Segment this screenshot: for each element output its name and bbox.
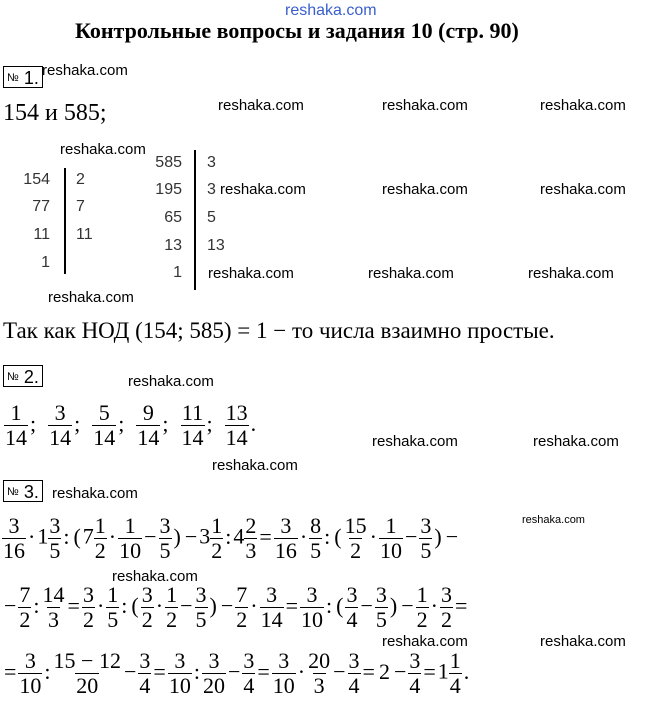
watermark: reshaka.com	[112, 568, 198, 585]
watermark: reshaka.com	[382, 97, 468, 114]
math-symbol: :	[63, 523, 70, 549]
fraction: $\frac{3}{4}$	[409, 648, 421, 698]
fraction: $\frac{3}{10}$	[19, 648, 42, 698]
fraction: $\frac{3}{2}$	[141, 582, 153, 632]
watermark: reshaka.com	[42, 62, 128, 79]
right-factor: 5	[207, 209, 216, 226]
math-symbol: ·	[250, 592, 258, 618]
math-symbol: .	[463, 658, 470, 684]
fraction: $\frac{3}{5}$	[195, 582, 207, 632]
watermark: reshaka.com	[372, 433, 458, 450]
watermark: reshaka.com	[533, 433, 619, 450]
math-symbol: )	[173, 523, 181, 549]
math-symbol: :	[44, 658, 51, 684]
watermark: reshaka.com	[48, 289, 134, 306]
math-symbol: 1	[37, 523, 49, 549]
left-number: 77	[32, 198, 50, 215]
fraction: $\frac{15 - 12}{20}$	[53, 648, 121, 698]
watermark: reshaka.com	[540, 97, 626, 114]
math-symbol: (	[336, 592, 344, 618]
watermark: reshaka.com	[220, 181, 306, 198]
math-symbol: ·	[96, 592, 105, 618]
math-symbol: :	[324, 523, 331, 549]
right-number: 65	[164, 209, 182, 226]
fraction: $\frac{3}{2}$	[440, 582, 452, 632]
math-symbol: −	[404, 523, 418, 549]
math-symbol: ·	[155, 592, 164, 618]
fraction: $\frac{3}{16}$	[3, 513, 25, 563]
fraction: $\frac{1}{5}$	[107, 582, 119, 632]
watermark: reshaka.com	[218, 97, 304, 114]
watermark: reshaka.com	[208, 265, 294, 282]
math-symbol: =	[285, 592, 298, 618]
math-symbol: :	[326, 592, 333, 618]
right-number: 585	[155, 154, 182, 171]
fraction: $\frac{3}{14}$	[260, 582, 283, 632]
left-number: 11	[33, 226, 50, 243]
math-symbol: ·	[28, 523, 36, 549]
math-symbol: )	[209, 592, 217, 618]
left-factor: 2	[76, 171, 85, 188]
watermark: reshaka.com	[528, 265, 614, 282]
math-symbol: (	[334, 523, 342, 549]
math-symbol: ·	[297, 658, 306, 684]
task-1-conclusion: Так как НОД (154; 585) = 1 − то числа взаимно простые.	[3, 318, 555, 343]
left-factor: 11	[76, 226, 93, 243]
math-symbol: 2	[378, 658, 390, 684]
watermark: reshaka.com	[212, 457, 298, 474]
math-symbol: 3	[199, 523, 211, 549]
fraction: $\frac{3}{4}$	[139, 648, 151, 698]
left-number: 1	[41, 254, 50, 271]
fraction: $\frac{8}{5}$	[310, 513, 322, 563]
watermark: reshaka.com	[128, 373, 214, 390]
right-factor: 3	[207, 154, 216, 171]
fraction: $\frac{1}{4}$	[449, 648, 461, 698]
watermark: reshaka.com	[382, 181, 468, 198]
math-symbol: :	[225, 523, 232, 549]
task-1-pair: 154 и 585;	[3, 100, 107, 126]
math-symbol: :	[121, 592, 128, 618]
task-3-line-2	[2, 584, 469, 631]
math-symbol: ;	[30, 410, 37, 436]
fraction: $\frac{1}{10}$	[119, 513, 142, 563]
fraction: $\frac{3}{5}$	[375, 582, 387, 632]
math-symbol: (	[131, 592, 139, 618]
fraction: $\frac{3}{10}$	[272, 648, 295, 698]
math-symbol: =	[67, 592, 80, 618]
math-symbol: :	[33, 592, 40, 618]
watermark: reshaka.com	[60, 141, 146, 158]
math-symbol: ;	[118, 410, 125, 436]
task-2-badge: № 2.	[3, 365, 43, 387]
fraction: $\frac{3}{20}$	[202, 648, 225, 698]
fraction: $\frac{7}{2}$	[19, 582, 31, 632]
fraction: $\frac{1}{2}$	[94, 513, 106, 563]
fraction: $\frac{3}{4}$	[243, 648, 255, 698]
fraction: $\frac{3}{4}$	[346, 582, 358, 632]
math-symbol: =	[362, 658, 375, 684]
fraction: $\frac{13}{14}$	[225, 400, 248, 450]
left-number: 154	[23, 171, 50, 188]
math-symbol: =	[257, 658, 270, 684]
left-factor: 7	[76, 198, 85, 215]
site-watermark[interactable]: reshaka.com	[285, 2, 377, 19]
divider-line	[194, 150, 196, 290]
math-symbol: −	[184, 523, 198, 549]
math-symbol: ;	[206, 410, 213, 436]
math-symbol: =	[153, 658, 166, 684]
math-symbol: )	[434, 523, 442, 549]
math-symbol: −	[123, 658, 137, 684]
math-symbol: :	[193, 658, 200, 684]
math-symbol: −	[333, 658, 346, 684]
math-symbol: −	[4, 592, 17, 618]
math-symbol: 7	[82, 523, 94, 549]
math-symbol: ;	[162, 410, 169, 436]
fraction: $\frac{2}{3}$	[245, 513, 257, 563]
fraction: $\frac{1}{10}$	[379, 513, 402, 563]
watermark: reshaka.com	[52, 485, 138, 502]
watermark: reshaka.com	[368, 265, 454, 282]
fraction: $\frac{1}{2}$	[416, 582, 428, 632]
watermark: reshaka.com	[540, 633, 626, 650]
math-symbol: ·	[369, 523, 377, 549]
math-symbol: ·	[108, 523, 117, 549]
divider-line	[64, 168, 66, 274]
right-number: 195	[155, 181, 182, 198]
fraction: $\frac{1}{14}$	[5, 400, 27, 450]
math-symbol: =	[454, 592, 468, 618]
math-symbol: )	[389, 592, 398, 618]
fraction: $\frac{3}{10}$	[301, 582, 323, 632]
math-symbol: −	[393, 658, 407, 684]
task-3-badge: № 3.	[3, 480, 43, 502]
fraction: $\frac{3}{14}$	[49, 400, 72, 450]
fraction: $\frac{3}{16}$	[274, 513, 297, 563]
fraction: $\frac{15}{2}$	[344, 513, 367, 563]
fraction: $\frac{1}{2}$	[211, 513, 223, 563]
math-symbol: −	[180, 592, 193, 618]
fraction: $\frac{3}{5}$	[49, 513, 61, 563]
math-symbol: =	[259, 523, 272, 549]
math-symbol: −	[227, 658, 241, 684]
math-symbol: −	[144, 523, 157, 549]
math-symbol: =	[4, 658, 17, 684]
fraction: $\frac{11}{14}$	[181, 400, 204, 450]
task-1-badge: № 1.	[3, 66, 43, 88]
page-title: Контрольные вопросы и задания 10 (стр. 90)	[75, 18, 519, 43]
math-symbol: ·	[430, 592, 438, 618]
fraction: $\frac{20}{3}$	[308, 648, 331, 698]
math-symbol: ;	[74, 410, 81, 436]
math-symbol: .	[250, 410, 257, 436]
fraction: $\frac{1}{2}$	[166, 582, 178, 632]
fraction: $\frac{14}{3}$	[42, 582, 65, 632]
fraction: $\frac{9}{14}$	[137, 400, 160, 450]
right-number: 1	[173, 264, 182, 281]
fraction: $\frac{3}{2}$	[82, 582, 94, 632]
math-symbol: −	[445, 523, 459, 549]
math-symbol: −	[401, 592, 414, 618]
right-factor: 13	[207, 237, 225, 254]
task-2-fractions	[4, 402, 268, 449]
math-symbol: ·	[299, 523, 308, 549]
fraction: $\frac{3}{10}$	[168, 648, 191, 698]
fraction: $\frac{5}{14}$	[93, 400, 116, 450]
math-symbol: 4	[233, 523, 245, 549]
right-factor: 3	[207, 181, 216, 198]
watermark: reshaka.com	[522, 514, 585, 526]
fraction: $\frac{7}{2}$	[236, 582, 248, 632]
fraction: $\frac{3}{5}$	[159, 513, 171, 563]
math-symbol: −	[220, 592, 234, 618]
task-3-line-3	[2, 650, 471, 697]
math-symbol: (	[73, 523, 81, 549]
task-3-line-1	[2, 515, 460, 562]
math-symbol: −	[360, 592, 373, 618]
math-symbol: =	[423, 658, 436, 684]
right-number: 13	[164, 237, 182, 254]
math-symbol: 1	[437, 658, 449, 684]
watermark: reshaka.com	[540, 181, 626, 198]
watermark: reshaka.com	[382, 633, 468, 650]
fraction: $\frac{3}{4}$	[348, 648, 360, 698]
fraction: $\frac{3}{5}$	[420, 513, 432, 563]
